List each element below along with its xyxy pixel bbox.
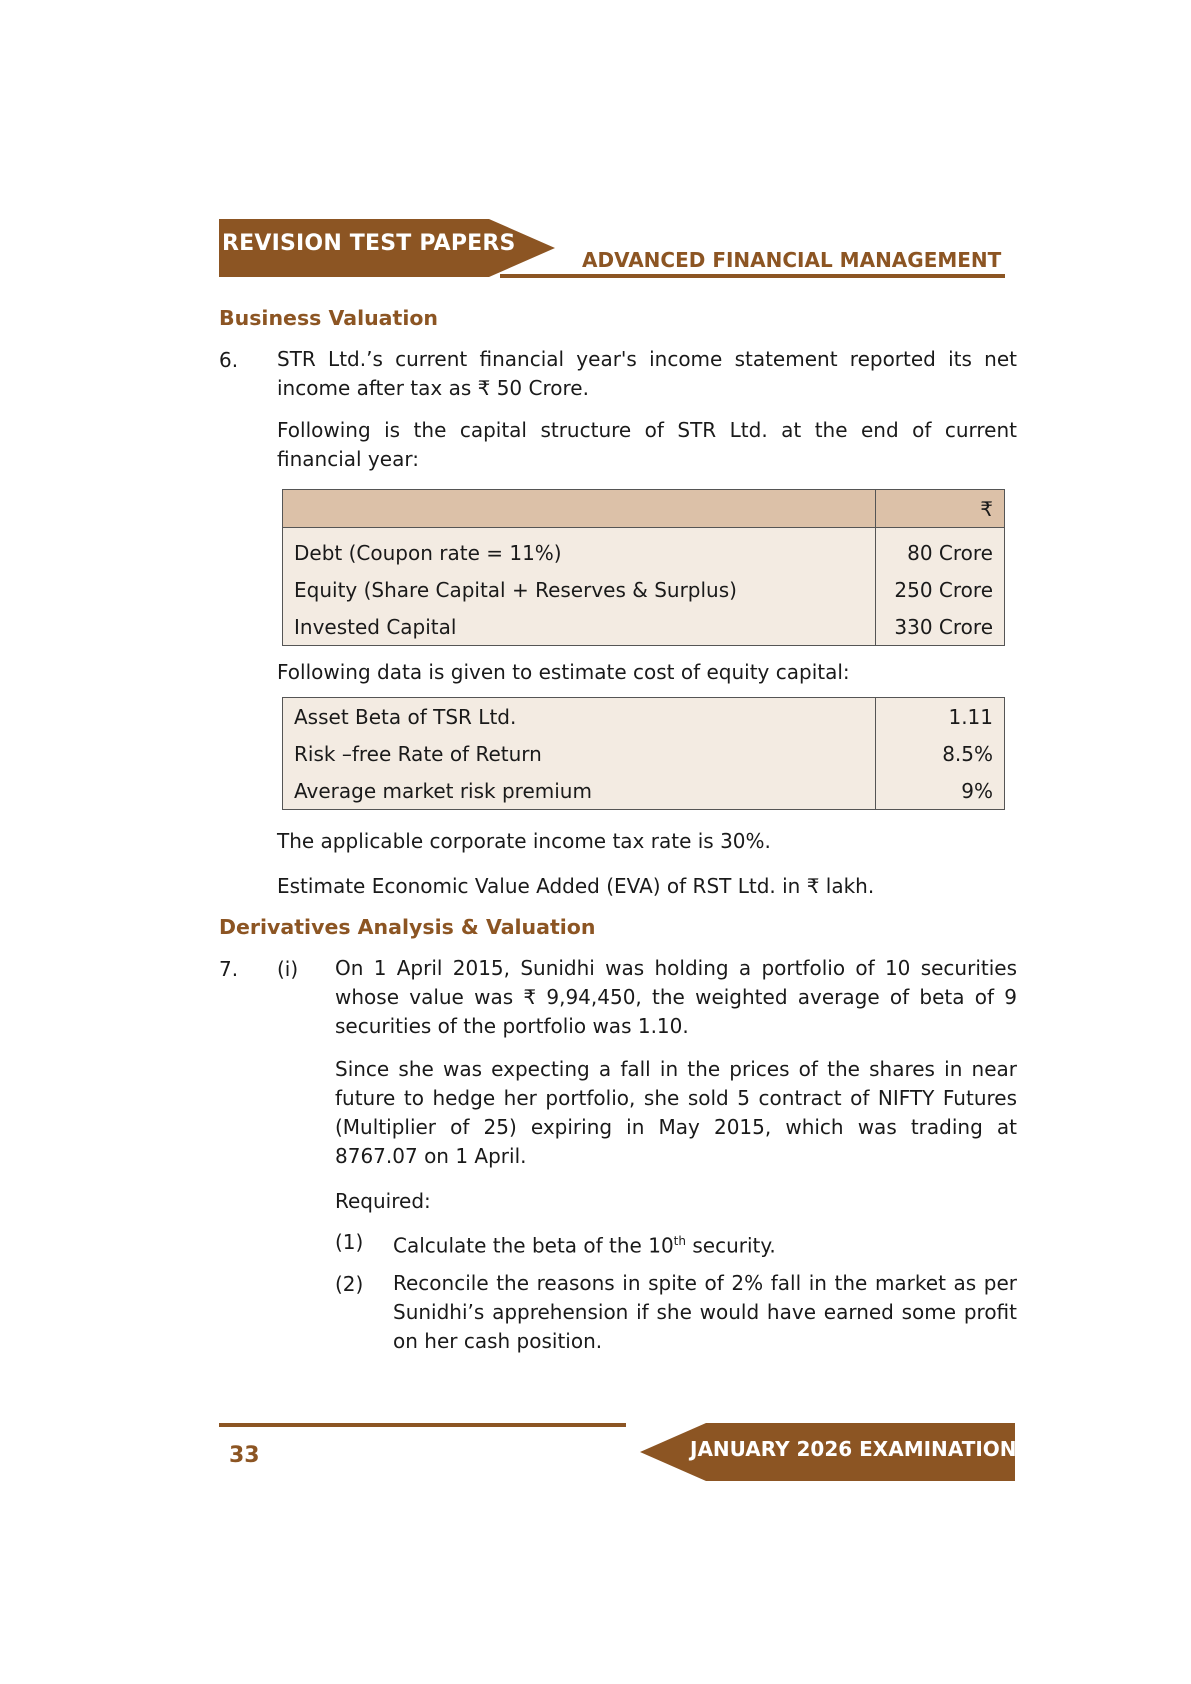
requirement-1-superscript: th	[673, 1234, 686, 1248]
row-value: 8.5%	[876, 735, 1005, 772]
q7-required-label: Required:	[335, 1189, 431, 1213]
table-row	[283, 571, 1005, 608]
table-row	[283, 772, 1005, 810]
header-rule	[500, 274, 1005, 278]
capital-structure-table	[282, 489, 1005, 646]
table-header-row	[283, 490, 1005, 528]
table-row	[283, 608, 1005, 646]
q7-paragraph-2: Since she was expecting a fall in the prices of the shares in near future to hedge her portfolio, she sold 5 contract of NIFTY Futures (Multiplier of 25) expiring in May 2015, which was trading at 8767.07 on 1 April.	[335, 1057, 1017, 1168]
question-7-number: 7.	[219, 957, 239, 981]
requirement-1-text-start: Calculate the beta of the 10	[393, 1233, 674, 1258]
footer-rule	[219, 1423, 626, 1427]
row-label: Average market risk premium	[283, 772, 876, 810]
section-title-derivatives: Derivatives Analysis & Valuation	[219, 915, 596, 939]
header-subject: ADVANCED FINANCIAL MANAGEMENT	[582, 248, 1002, 272]
table-row	[283, 735, 1005, 772]
requirement-2-number: (2)	[335, 1272, 364, 1296]
requirement-1-text-end: security.	[685, 1233, 776, 1258]
q6-paragraph-3: Following data is given to estimate cost of equity capital:	[277, 660, 850, 684]
table-row	[283, 698, 1005, 736]
row-value: 9%	[876, 772, 1005, 810]
table-header-currency: ₹	[876, 490, 1005, 528]
row-label: Asset Beta of TSR Ltd.	[283, 698, 876, 736]
q6-paragraph-5: Estimate Economic Value Added (EVA) of RST Ltd. in ₹ lakh.	[277, 874, 875, 898]
row-label: Debt (Coupon rate = 11%)	[283, 528, 876, 572]
requirement-1-text	[393, 1227, 1017, 1261]
row-value: 1.11	[876, 698, 1005, 736]
row-label: Invested Capital	[283, 608, 876, 646]
row-label: Equity (Share Capital + Reserves & Surplus)	[283, 571, 876, 608]
q7-paragraph-1: On 1 April 2015, Sunidhi was holding a portfolio of 10 securities whose value was ₹ 9,94,450, the weighted average of beta of 9 securities of the portfolio was 1.10.	[335, 956, 1017, 1038]
section-title-business-valuation: Business Valuation	[219, 306, 439, 330]
cost-of-equity-table	[282, 697, 1005, 810]
row-label: Risk –free Rate of Return	[283, 735, 876, 772]
table-row	[283, 528, 1005, 572]
header-tag-text: REVISION TEST PAPERS	[222, 231, 516, 256]
row-value: 330 Crore	[876, 608, 1005, 646]
requirement-2-text: Reconcile the reasons in spite of 2% fall in the market as per Sunidhi’s apprehension if she would have earned some profit on her cash position.	[393, 1271, 1017, 1353]
row-value: 250 Crore	[876, 571, 1005, 608]
q6-paragraph-4: The applicable corporate income tax rate is 30%.	[277, 829, 771, 853]
requirement-1-number: (1)	[335, 1230, 364, 1254]
table-header-blank	[283, 490, 876, 528]
question-7-sub-number: (i)	[277, 957, 299, 981]
row-value: 80 Crore	[876, 528, 1005, 572]
page-number: 33	[229, 1443, 260, 1468]
footer-exam-text: JANUARY 2026 EXAMINATION	[690, 1437, 1017, 1461]
q6-paragraph-2: Following is the capital structure of STR Ltd. at the end of current financial year:	[277, 418, 1017, 471]
q6-paragraph-1: STR Ltd.’s current financial year's income statement reported its net income after tax as ₹ 50 Crore.	[277, 347, 1017, 400]
question-6-number: 6.	[219, 348, 239, 372]
